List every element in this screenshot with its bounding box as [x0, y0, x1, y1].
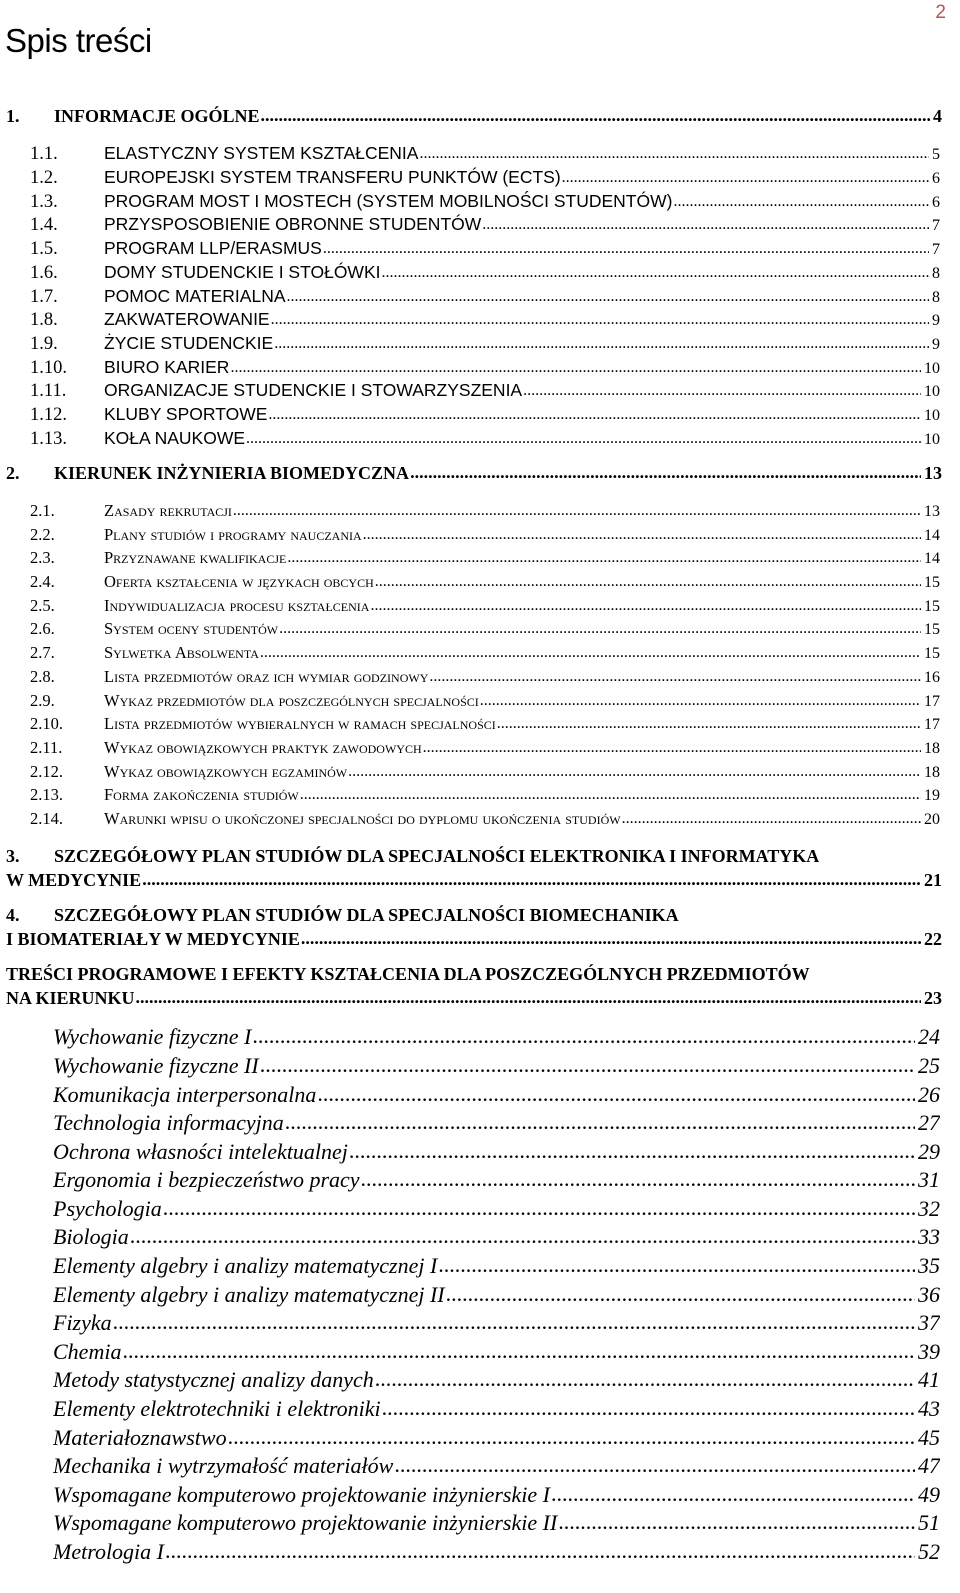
dot-leader — [260, 1053, 915, 1078]
toc-number: 1.11. — [30, 381, 67, 401]
dot-leader — [287, 288, 929, 306]
dot-leader — [375, 573, 921, 591]
toc-text: System oceny studentów — [104, 619, 279, 638]
toc-text: Metody statystycznej analizy danych — [53, 1367, 374, 1392]
dot-leader — [381, 264, 929, 282]
toc-number: 1.8. — [30, 310, 58, 330]
dot-leader — [271, 311, 929, 329]
toc-number: 1.4. — [30, 215, 58, 235]
toc-text: Lista przedmiotów oraz ich wymiar godzinowy — [104, 667, 429, 686]
toc-text: Lista przedmiotów wybieralnych w ramach specjalności — [104, 714, 496, 733]
toc-page: 32 — [918, 1196, 940, 1221]
toc-text: KLUBY SPORTOWE — [104, 404, 268, 424]
toc-number: 2.14. — [30, 809, 63, 828]
toc-entry[interactable] — [30, 762, 940, 782]
toc-text: ELASTYCZNY SYSTEM KSZTAŁCENIA — [104, 143, 419, 163]
toc-text: Oferta kształcenia w językach obcych — [104, 572, 374, 591]
toc-number: 1.12. — [30, 405, 67, 425]
dot-leader — [558, 1510, 915, 1535]
toc-text: SZCZEGÓŁOWY PLAN STUDIÓW DLA SPECJALNOŚCI BIOMECHANIKA — [54, 905, 679, 925]
toc-number: 1.2. — [30, 168, 58, 188]
toc-course-entry[interactable] — [53, 1110, 940, 1136]
toc-heading-section-1[interactable] — [6, 106, 942, 127]
toc-entry[interactable] — [30, 357, 940, 379]
toc-entry[interactable] — [30, 619, 940, 639]
toc-entry[interactable] — [30, 167, 940, 189]
dot-leader — [279, 620, 921, 638]
dot-leader — [246, 430, 921, 448]
toc-number: 1.13. — [30, 429, 67, 449]
toc-text: ŻYCIE STUDENCKIE — [104, 333, 274, 353]
toc-number: 2.10. — [30, 714, 63, 733]
toc-page: 29 — [918, 1139, 940, 1164]
toc-text: Wspomagane komputerowo projektowanie inżynierskie I — [53, 1482, 550, 1507]
toc-text: Warunki wpisu o ukończonej specjalności do dyplomu ukończenia studiów — [104, 809, 621, 828]
toc-text: Wspomagane komputerowo projektowanie inżynierskie II — [53, 1510, 558, 1535]
toc-page: 13 — [924, 503, 940, 520]
toc-page: 25 — [918, 1053, 940, 1078]
toc-page: 23 — [924, 988, 942, 1008]
toc-entry[interactable] — [30, 404, 940, 426]
toc-entry[interactable] — [30, 309, 940, 331]
toc-entry[interactable] — [30, 643, 940, 663]
toc-text: POMOC MATERIALNA — [104, 286, 286, 306]
toc-page: 14 — [924, 550, 940, 567]
dot-leader — [285, 1110, 915, 1135]
toc-entry[interactable] — [30, 691, 940, 711]
toc-text: Wykaz obowiązkowych egzaminów — [104, 762, 348, 781]
toc-page: 9 — [932, 312, 940, 329]
toc-course-entry[interactable] — [53, 1482, 940, 1508]
toc-course-entry[interactable] — [53, 1224, 940, 1250]
toc-page: 18 — [924, 740, 940, 757]
toc-page: 15 — [924, 574, 940, 591]
toc-number: 2.7. — [30, 643, 55, 662]
dot-leader — [163, 1196, 915, 1221]
toc-page: 7 — [932, 217, 940, 234]
toc-text: Ochrona własności intelektualnej — [53, 1139, 348, 1164]
dot-leader — [394, 1453, 915, 1478]
toc-text: PROGRAM MOST I MOSTECH (SYSTEM MOBILNOŚCI STUDENTÓW) — [104, 191, 673, 211]
toc-page: 47 — [918, 1453, 940, 1478]
toc-page: 17 — [924, 716, 940, 733]
toc-entry[interactable] — [30, 809, 940, 829]
toc-text: EUROPEJSKI SYSTEM TRANSFERU PUNKTÓW (ECTS) — [104, 167, 561, 187]
dot-leader — [252, 1024, 915, 1049]
toc-page: 6 — [932, 194, 940, 211]
toc-entry[interactable] — [30, 286, 940, 308]
toc-text: Materiałoznawstwo — [53, 1425, 227, 1450]
toc-number: 2.13. — [30, 785, 63, 804]
toc-page: 10 — [924, 383, 940, 400]
toc-page: 22 — [924, 929, 942, 949]
toc-text: Elementy algebry i analizy matematycznej II — [53, 1282, 445, 1307]
toc-entry[interactable] — [30, 501, 940, 521]
dot-leader — [370, 597, 921, 615]
toc-text: ZAKWATEROWANIE — [104, 309, 270, 329]
dot-leader — [423, 739, 921, 757]
toc-text: KOŁA NAUKOWE — [104, 428, 246, 448]
toc-number: 1.1. — [30, 144, 58, 164]
toc-text: Wykaz obowiązkowych praktyk zawodowych — [104, 738, 422, 757]
toc-page: 31 — [918, 1167, 940, 1192]
toc-text: Plany studiów i programy nauczania — [104, 525, 362, 544]
page-number: 2 — [935, 2, 946, 23]
toc-page: 26 — [918, 1082, 940, 1107]
dot-leader — [562, 169, 929, 187]
toc-text: ORGANIZACJE STUDENCKIE I STOWARZYSZENIA — [104, 380, 523, 400]
toc-text: W MEDYCYNIE — [6, 870, 142, 890]
toc-text: Forma zakończenia studiów — [104, 785, 299, 804]
toc-text: Elementy elektrotechniki i elektroniki — [53, 1396, 381, 1421]
dot-leader — [274, 335, 929, 353]
toc-course-entry[interactable] — [53, 1310, 940, 1336]
toc-page: 49 — [918, 1482, 940, 1507]
toc-number: 1.5. — [30, 239, 58, 259]
toc-text: Mechanika i wytrzymałość materiałów — [53, 1453, 394, 1478]
toc-text: DOMY STUDENCKIE I STOŁÓWKI — [104, 262, 381, 282]
toc-heading-section-5[interactable] — [6, 964, 810, 985]
dot-leader — [165, 1539, 915, 1564]
dot-leader — [382, 1396, 915, 1421]
dot-leader — [551, 1482, 915, 1507]
toc-entry[interactable] — [30, 738, 940, 758]
dot-leader — [622, 810, 921, 828]
toc-page: 52 — [918, 1539, 940, 1564]
toc-entry[interactable] — [30, 262, 940, 284]
dot-leader — [419, 145, 929, 163]
toc-page: 24 — [918, 1024, 940, 1049]
toc-page: 21 — [924, 870, 942, 890]
toc-text: Wykaz przedmiotów dla poszczególnych specjalności — [104, 691, 479, 710]
toc-text: PROGRAM LLP/ERASMUS — [104, 238, 322, 258]
toc-heading-section-4[interactable] — [6, 905, 679, 926]
toc-number: 2.8. — [30, 667, 55, 686]
toc-text: INFORMACJE OGÓLNE — [54, 106, 260, 126]
toc-entry[interactable] — [30, 428, 940, 450]
toc-text: SZCZEGÓŁOWY PLAN STUDIÓW DLA SPECJALNOŚCI ELEKTRONIKA I INFORMATYKA — [54, 846, 820, 866]
dot-leader — [480, 692, 921, 710]
dot-leader — [130, 1224, 915, 1249]
dot-leader — [673, 193, 929, 211]
dot-leader — [300, 786, 921, 804]
toc-text: KIERUNEK INŻYNIERIA BIOMEDYCZNA — [54, 463, 410, 483]
dot-leader — [136, 988, 921, 1008]
toc-page: 14 — [924, 527, 940, 544]
toc-course-entry[interactable] — [53, 1425, 940, 1451]
toc-text: TREŚCI PROGRAMOWE I EFEKTY KSZTAŁCENIA DLA POSZCZEGÓLNYCH PRZEDMIOTÓW — [6, 964, 810, 984]
toc-number: 2.5. — [30, 596, 55, 615]
toc-course-entry[interactable] — [53, 1539, 940, 1565]
toc-entry[interactable] — [30, 667, 940, 687]
dot-leader — [429, 668, 921, 686]
toc-text: I BIOMATERIAŁY W MEDYCYNIE — [6, 929, 300, 949]
toc-page: 4 — [933, 106, 942, 126]
toc-course-entry[interactable] — [53, 1339, 940, 1365]
toc-page: 15 — [924, 621, 940, 638]
toc-number: 1.9. — [30, 334, 58, 354]
toc-course-entry[interactable] — [53, 1167, 940, 1193]
toc-course-entry[interactable] — [53, 1453, 940, 1479]
dot-leader — [233, 502, 921, 520]
toc-course-entry[interactable] — [53, 1253, 940, 1279]
dot-leader — [361, 1167, 915, 1192]
toc-text: Komunikacja interpersonalna — [53, 1082, 317, 1107]
toc-page: 7 — [932, 241, 940, 258]
toc-page: 8 — [932, 265, 940, 282]
toc-page: 39 — [918, 1339, 940, 1364]
toc-page: 5 — [932, 146, 940, 163]
toc-page: 51 — [918, 1510, 940, 1535]
toc-text: Psychologia — [53, 1196, 162, 1221]
dot-leader — [113, 1310, 915, 1335]
dot-leader — [349, 1139, 915, 1164]
toc-number: 2.12. — [30, 762, 63, 781]
dot-leader — [446, 1282, 915, 1307]
toc-text: Indywidualizacja procesu kształcenia — [104, 596, 370, 615]
toc-number: 1.7. — [30, 287, 58, 307]
toc-course-entry[interactable] — [53, 1139, 940, 1165]
toc-page: 20 — [924, 811, 940, 828]
toc-number: 1.3. — [30, 192, 58, 212]
toc-page: 13 — [924, 463, 942, 483]
toc-heading-section-4-cont[interactable] — [6, 929, 942, 950]
toc-text: Zasady rekrutacji — [104, 501, 232, 520]
dot-leader — [230, 359, 921, 377]
toc-page: 9 — [932, 336, 940, 353]
toc-page: 33 — [918, 1224, 940, 1249]
toc-course-entry[interactable] — [53, 1082, 940, 1108]
dot-leader — [228, 1425, 915, 1450]
toc-course-entry[interactable] — [53, 1367, 940, 1393]
toc-page: 10 — [924, 431, 940, 448]
toc-page: 43 — [918, 1396, 940, 1421]
toc-number: 1.10. — [30, 358, 67, 378]
toc-course-entry[interactable] — [53, 1282, 940, 1308]
toc-page: 37 — [918, 1310, 940, 1335]
dot-leader — [323, 240, 929, 258]
toc-heading-section-3-cont[interactable] — [6, 870, 942, 891]
toc-page: 10 — [924, 407, 940, 424]
dot-leader — [410, 463, 921, 483]
toc-page: 27 — [918, 1110, 940, 1135]
toc-page: 35 — [918, 1253, 940, 1278]
toc-course-entry[interactable] — [53, 1196, 940, 1222]
toc-heading-section-3[interactable] — [6, 846, 819, 867]
toc-number: 2.4. — [30, 572, 55, 591]
toc-text: Chemia — [53, 1339, 122, 1364]
toc-text: Sylwetka Absolwenta — [104, 643, 259, 662]
toc-number: 4. — [6, 905, 20, 925]
dot-leader — [523, 382, 921, 400]
dot-leader — [317, 1082, 915, 1107]
toc-text: Biologia — [53, 1224, 129, 1249]
toc-entry[interactable] — [30, 596, 940, 616]
toc-page: 17 — [924, 693, 940, 710]
toc-entry[interactable] — [30, 214, 940, 236]
toc-page: 45 — [918, 1425, 940, 1450]
toc-text: Metrologia I — [53, 1539, 164, 1564]
toc-page: 15 — [924, 598, 940, 615]
toc-text: Fizyka — [53, 1310, 112, 1335]
toc-course-entry[interactable] — [53, 1396, 940, 1422]
dot-leader — [260, 644, 921, 662]
dot-leader — [482, 216, 929, 234]
toc-entry[interactable] — [30, 548, 940, 568]
toc-course-entry[interactable] — [53, 1024, 940, 1050]
dot-leader — [268, 406, 921, 424]
toc-number: 2.11. — [30, 738, 63, 757]
toc-text: BIURO KARIER — [104, 357, 230, 377]
page-title: Spis treści — [5, 22, 152, 59]
toc-page: 6 — [932, 170, 940, 187]
dot-leader — [348, 763, 921, 781]
toc-number: 2.1. — [30, 501, 55, 520]
toc-entry[interactable] — [30, 525, 940, 545]
toc-entry[interactable] — [30, 238, 940, 260]
toc-text: PRZYSPOSOBIENIE OBRONNE STUDENTÓW — [104, 214, 482, 234]
toc-page: 19 — [924, 787, 940, 804]
toc-heading-section-5-cont[interactable] — [6, 988, 942, 1009]
toc-number: 2. — [6, 463, 20, 483]
dot-leader — [122, 1339, 915, 1364]
toc-text: Elementy algebry i analizy matematycznej I — [53, 1253, 438, 1278]
dot-leader — [375, 1367, 915, 1392]
toc-text: Ergonomia i bezpieczeństwo pracy — [53, 1167, 360, 1192]
toc-page: 36 — [918, 1282, 940, 1307]
toc-page: 10 — [924, 360, 940, 377]
toc-number: 3. — [6, 846, 20, 866]
toc-number: 2.2. — [30, 525, 55, 544]
toc-entry[interactable] — [30, 143, 940, 165]
toc-number: 2.9. — [30, 691, 55, 710]
toc-entry[interactable] — [30, 191, 940, 213]
toc-page: 41 — [918, 1367, 940, 1392]
dot-leader — [142, 870, 921, 890]
toc-number: 2.3. — [30, 548, 55, 567]
toc-page: 15 — [924, 645, 940, 662]
toc-course-entry[interactable] — [53, 1053, 940, 1079]
toc-text: Wychowanie fizyczne I — [53, 1024, 252, 1049]
toc-entry[interactable] — [30, 572, 940, 592]
toc-number: 1. — [6, 106, 20, 126]
toc-text: Wychowanie fizyczne II — [53, 1053, 259, 1078]
toc-text: Przyznawane kwalifikacje — [104, 548, 287, 567]
toc-entry[interactable] — [30, 714, 940, 734]
dot-leader — [261, 106, 930, 126]
toc-number: 1.6. — [30, 263, 58, 283]
dot-leader — [301, 929, 921, 949]
toc-course-entry[interactable] — [53, 1510, 940, 1536]
toc-entry[interactable] — [30, 333, 940, 355]
dot-leader — [363, 526, 921, 544]
toc-heading-section-2[interactable] — [6, 463, 942, 484]
toc-page: 8 — [932, 289, 940, 306]
toc-page: 18 — [924, 764, 940, 781]
dot-leader — [287, 549, 921, 567]
toc-entry[interactable] — [30, 380, 940, 402]
toc-entry[interactable] — [30, 785, 940, 805]
dot-leader — [497, 715, 921, 733]
toc-number: 2.6. — [30, 619, 55, 638]
toc-text: Technologia informacyjna — [53, 1110, 284, 1135]
dot-leader — [438, 1253, 915, 1278]
toc-text: NA KIERUNKU — [6, 988, 135, 1008]
toc-page: 16 — [924, 669, 940, 686]
